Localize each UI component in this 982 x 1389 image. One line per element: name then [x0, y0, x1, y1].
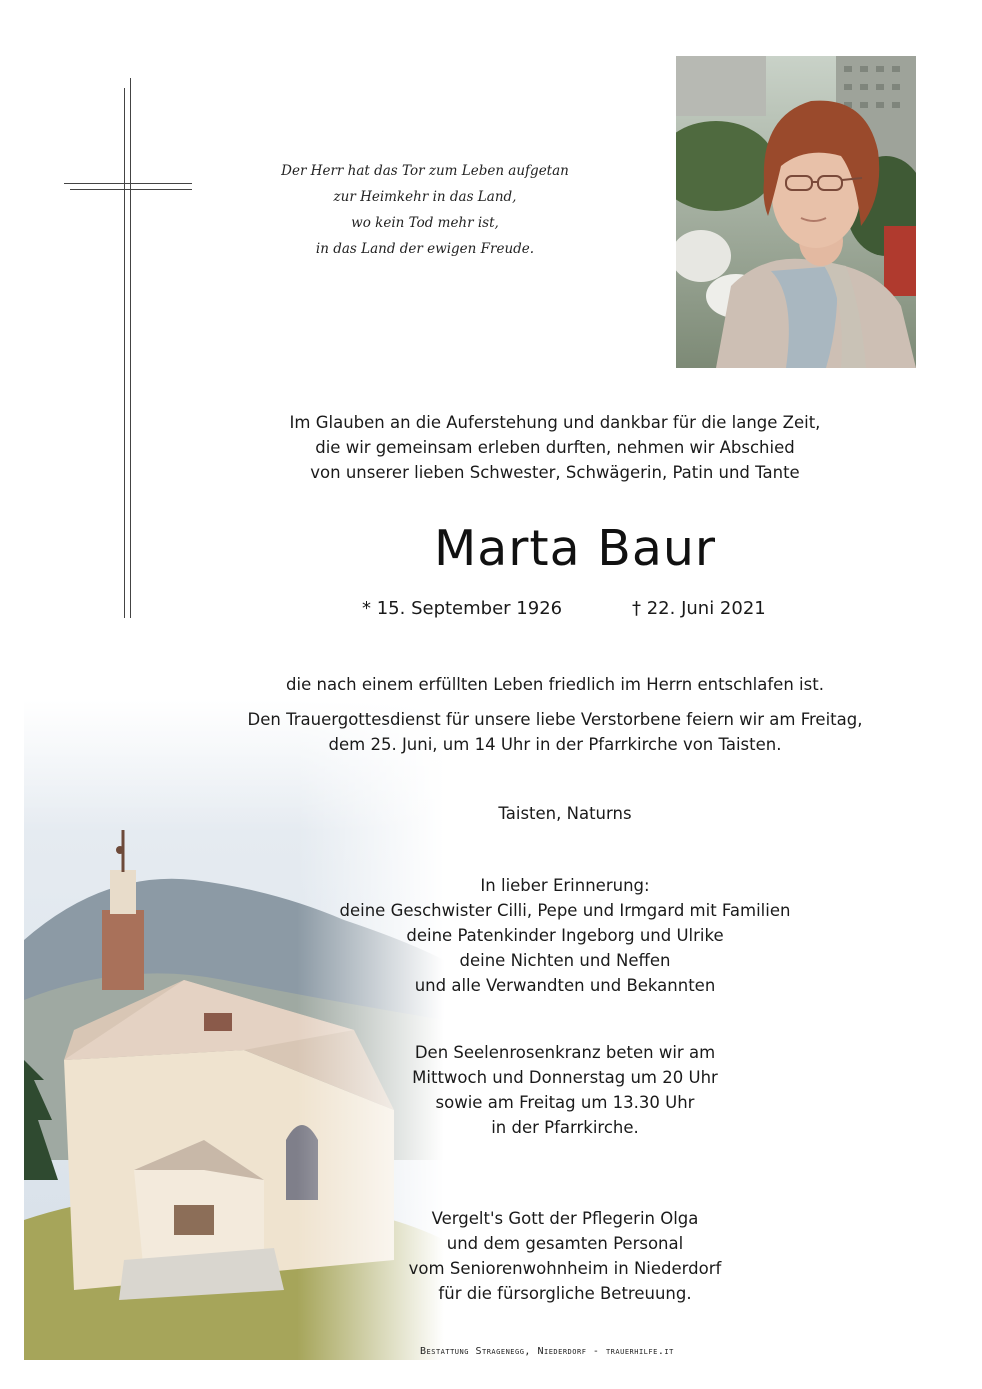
thanks-text: [240, 1206, 890, 1306]
death-date: † 22. Juni 2021: [632, 598, 766, 619]
rosary-line: sowie am Freitag um 13.30 Uhr: [435, 1093, 695, 1112]
thanks-line: vom Seniorenwohnheim in Niederdorf: [408, 1259, 722, 1278]
rosary-line: in der Pfarrkirche.: [491, 1118, 639, 1137]
cross-vertical-line: [130, 78, 131, 618]
places-line: Taisten, Naturns: [498, 804, 632, 823]
funeral-text: [230, 707, 880, 757]
funeral-line: Den Trauergottesdienst für unsere liebe Verstorbene feiern wir am Freitag,: [247, 710, 863, 729]
funeral-line: dem 25. Juni, um 14 Uhr in der Pfarrkirche von Taisten.: [328, 735, 782, 754]
rosary-line: Mittwoch und Donnerstag um 20 Uhr: [412, 1068, 718, 1087]
intro-line: von unserer lieben Schwester, Schwägerin, Patin und Tante: [310, 463, 800, 482]
verse-line: in das Land der ewigen Freude.: [315, 241, 535, 257]
deceased-name: Marta Baur: [433, 520, 717, 577]
verse-line: wo kein Tod mehr ist,: [351, 215, 499, 231]
intro-line: die wir gemeinsam erleben durften, nehmen wir Abschied: [315, 438, 795, 457]
intro-line: Im Glauben an die Auferstehung und dankbar für die lange Zeit,: [289, 413, 821, 432]
thanks-line: Vergelt's Gott der Pflegerin Olga: [431, 1209, 699, 1228]
thanks-line: für die fürsorgliche Betreuung.: [438, 1284, 692, 1303]
cross-horizontal-line: [70, 189, 192, 190]
portrait-photo: [676, 56, 916, 368]
rosary-line: Den Seelenrosenkranz beten wir am: [414, 1043, 716, 1062]
places-text: [240, 801, 890, 826]
mourners-text: [240, 873, 890, 998]
verse-line: Der Herr hat das Tor zum Leben aufgetan: [281, 163, 569, 179]
verse-line: zur Heimkehr in das Land,: [333, 189, 517, 205]
cross-vertical-line: [124, 88, 125, 618]
passing-line: die nach einem erfüllten Leben friedlich im Herrn entschlafen ist.: [286, 675, 824, 694]
mourners-line: und alle Verwandten und Bekannten: [414, 976, 716, 995]
mourners-line: deine Patenkinder Ingeborg und Ulrike: [406, 926, 724, 945]
intro-text: [230, 410, 880, 485]
thanks-line: und dem gesamten Personal: [446, 1234, 684, 1253]
mourners-line: deine Nichten und Neffen: [459, 951, 671, 970]
mourners-line: deine Geschwister Cilli, Pepe und Irmgard mit Familien: [339, 901, 791, 920]
funeral-home-footer: Bestattung Stragenegg, Niederdorf - trauerhilfe.it: [420, 1346, 674, 1357]
passing-text: [230, 672, 880, 697]
birth-date: * 15. September 1926: [362, 598, 563, 619]
bible-verse: [250, 158, 600, 262]
mourners-line: In lieber Erinnerung:: [480, 876, 650, 895]
cross-horizontal-line: [64, 183, 192, 184]
rosary-text: [240, 1040, 890, 1140]
